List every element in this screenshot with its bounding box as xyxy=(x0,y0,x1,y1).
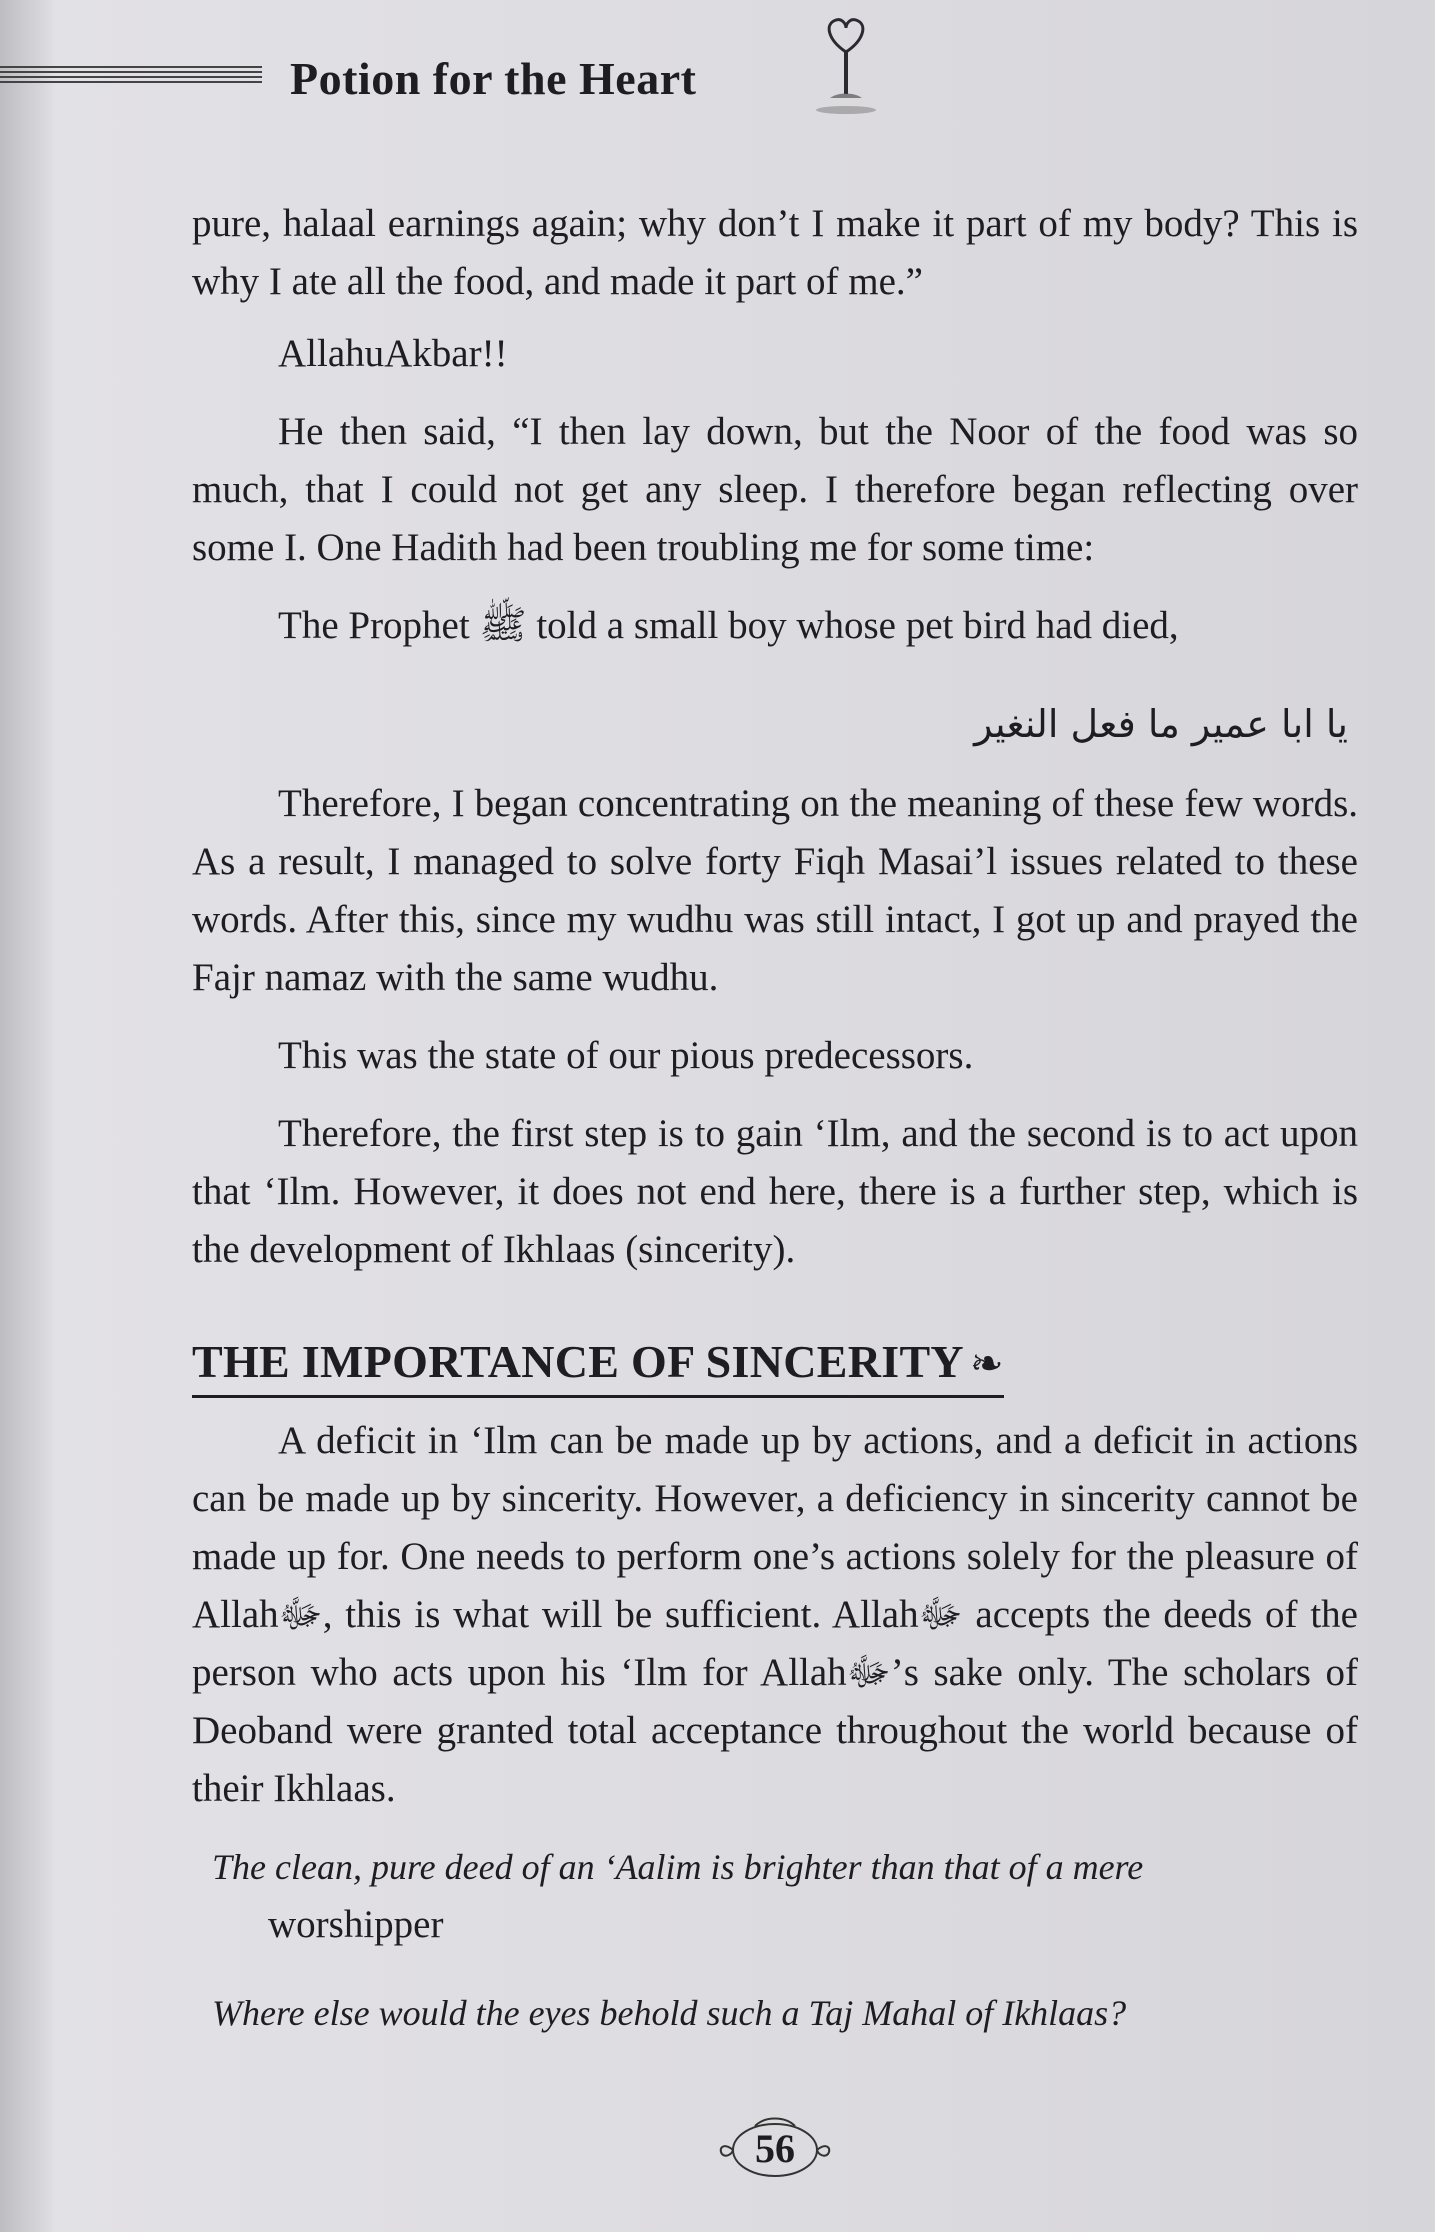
book-spine-shadow xyxy=(0,0,55,2232)
page-number: 56 xyxy=(755,2125,795,2171)
paragraph-sincerity: A deficit in ‘Ilm can be made up by actions, and a deficit in actions can be made up by sincerity. However, a deficiency in sincerity cannot be made up for. One needs to perform one’s actions solely for the pleasure of Allahﷻ, this is what will be sufficient. Allahﷻ accepts the deeds of the person who acts upon his ‘Ilm for Allahﷻ’s sake only. The scholars of Deoband were granted total acceptance throughout the world because of their Ikhlaas. xyxy=(192,1419,1358,1810)
section-heading xyxy=(192,1333,1004,1398)
poem-line-1: The clean, pure deed of an ‘Aalim is brighter than that of a mere xyxy=(212,1847,1144,1887)
paragraph-prophet: The Prophet ﷺ told a small boy whose pet bird had died, xyxy=(278,604,1179,647)
paragraph-state: This was the state of our pious predecessors. xyxy=(278,1034,974,1077)
paragraph-continued: pure, halaal earnings again; why don’t I make it part of my body? This is why I ate all the food, and made it part of me.” xyxy=(192,202,1358,303)
heart-chalice-icon xyxy=(806,14,886,124)
paragraph-first-step: Therefore, the first step is to gain ‘Ilm, and the second is to act upon that ‘Ilm. However, it does not end here, there is a further step, which is the development of Ikhlaas (sincerity). xyxy=(192,1112,1358,1271)
rahmatullah-icon: ❧ xyxy=(969,1341,1004,1386)
paragraph-exclamation: AllahuAkbar!! xyxy=(278,332,508,375)
page-number-ornament xyxy=(710,2108,840,2188)
running-title: Potion for the Heart xyxy=(290,53,697,104)
poem xyxy=(212,1838,1358,2042)
paragraph-fiqh: Therefore, I began concentrating on the meaning of these few words. As a result, I managed to solve forty Fiqh Masai’l issues related to these words. After this, since my wudhu was still intact, I got up and prayed the Fajr namaz with the same wudhu. xyxy=(192,782,1358,999)
body-text xyxy=(192,195,1358,2042)
header-rules xyxy=(0,66,262,88)
arabic-hadith: يا ابا عمير ما فعل النغير xyxy=(974,702,1348,746)
paragraph-noor: He then said, “I then lay down, but the Noor of the food was so much, that I could not get any sleep. I therefore began reflecting over some I. One Hadith had been troubling me for some time: xyxy=(192,410,1358,569)
poem-line-2: Where else would the eyes behold such a Taj Mahal of Ikhlaas? xyxy=(212,1993,1127,2033)
poem-line-1-continued: worshipper xyxy=(268,1903,444,1946)
section-heading-text: THE IMPORTANCE OF SINCERITY xyxy=(192,1336,964,1387)
